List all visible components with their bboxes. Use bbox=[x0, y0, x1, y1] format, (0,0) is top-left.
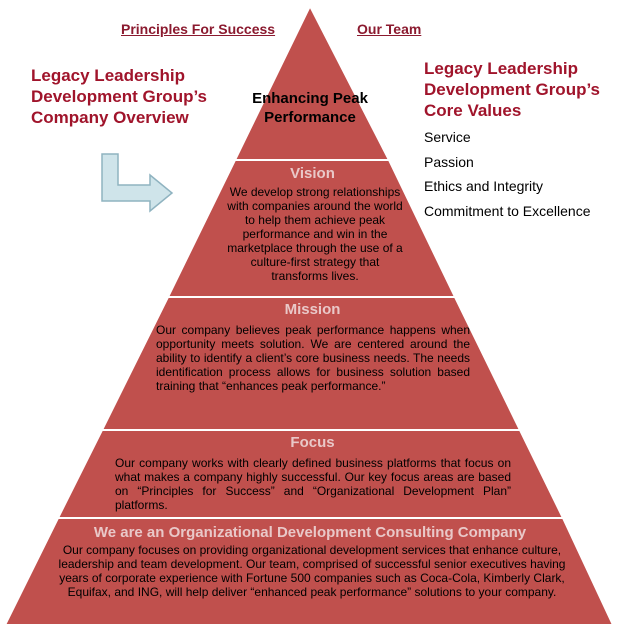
principles-for-success-link[interactable]: Principles For Success bbox=[121, 21, 276, 37]
company-overview-heading: Legacy Leadership Development Group’s Company Overview bbox=[31, 66, 208, 127]
mission-text: Our company believes peak performance happens when opportunity meets solution. We are centered around the ability to identify a client’s core business needs. The needs identification process allows for business solution based training that “enhances peak performance.” bbox=[156, 323, 470, 393]
focus-text: Our company works with clearly defined business platforms that focus on what makes a company highly successful. Our key focus areas are based on “Principles for Success” and “Organizational Development Plan” platforms. bbox=[115, 456, 511, 512]
core-values-heading: Legacy Leadership Development Group’s Core Values bbox=[424, 59, 601, 120]
core-value-item: Service bbox=[424, 129, 471, 145]
peak-title: Enhancing Peak Performance bbox=[252, 90, 368, 126]
core-value-item: Ethics and Integrity bbox=[424, 178, 544, 195]
our-team-link[interactable]: Our Team bbox=[357, 21, 422, 37]
focus-title: Focus bbox=[290, 434, 335, 451]
bent-arrow-right-icon bbox=[102, 154, 172, 211]
mission-title: Mission bbox=[284, 301, 341, 318]
vision-text: We develop strong relationships with companies around the world to help them achieve peak performance and win in the marketplace through the use of a culture-first strategy that transforms lives. bbox=[227, 185, 403, 283]
consulting-title: We are an Organizational Development Consulting Company bbox=[93, 524, 527, 541]
consulting-text: Our company focuses on providing organizational development services that enhance culture, leadership and team development. Our team, comprised of successful senior executives having years of corporate experience with Fortune 500 companies such as Coca-Cola, Kimberly Clark, Equifax, and ING, will help deliver “enhanced peak performance” solutions to your company. bbox=[58, 543, 566, 599]
core-values-list bbox=[424, 128, 591, 227]
core-value-item: Commitment to Excellence bbox=[424, 203, 591, 220]
vision-title: Vision bbox=[290, 165, 335, 182]
core-value-item: Passion bbox=[424, 153, 474, 170]
